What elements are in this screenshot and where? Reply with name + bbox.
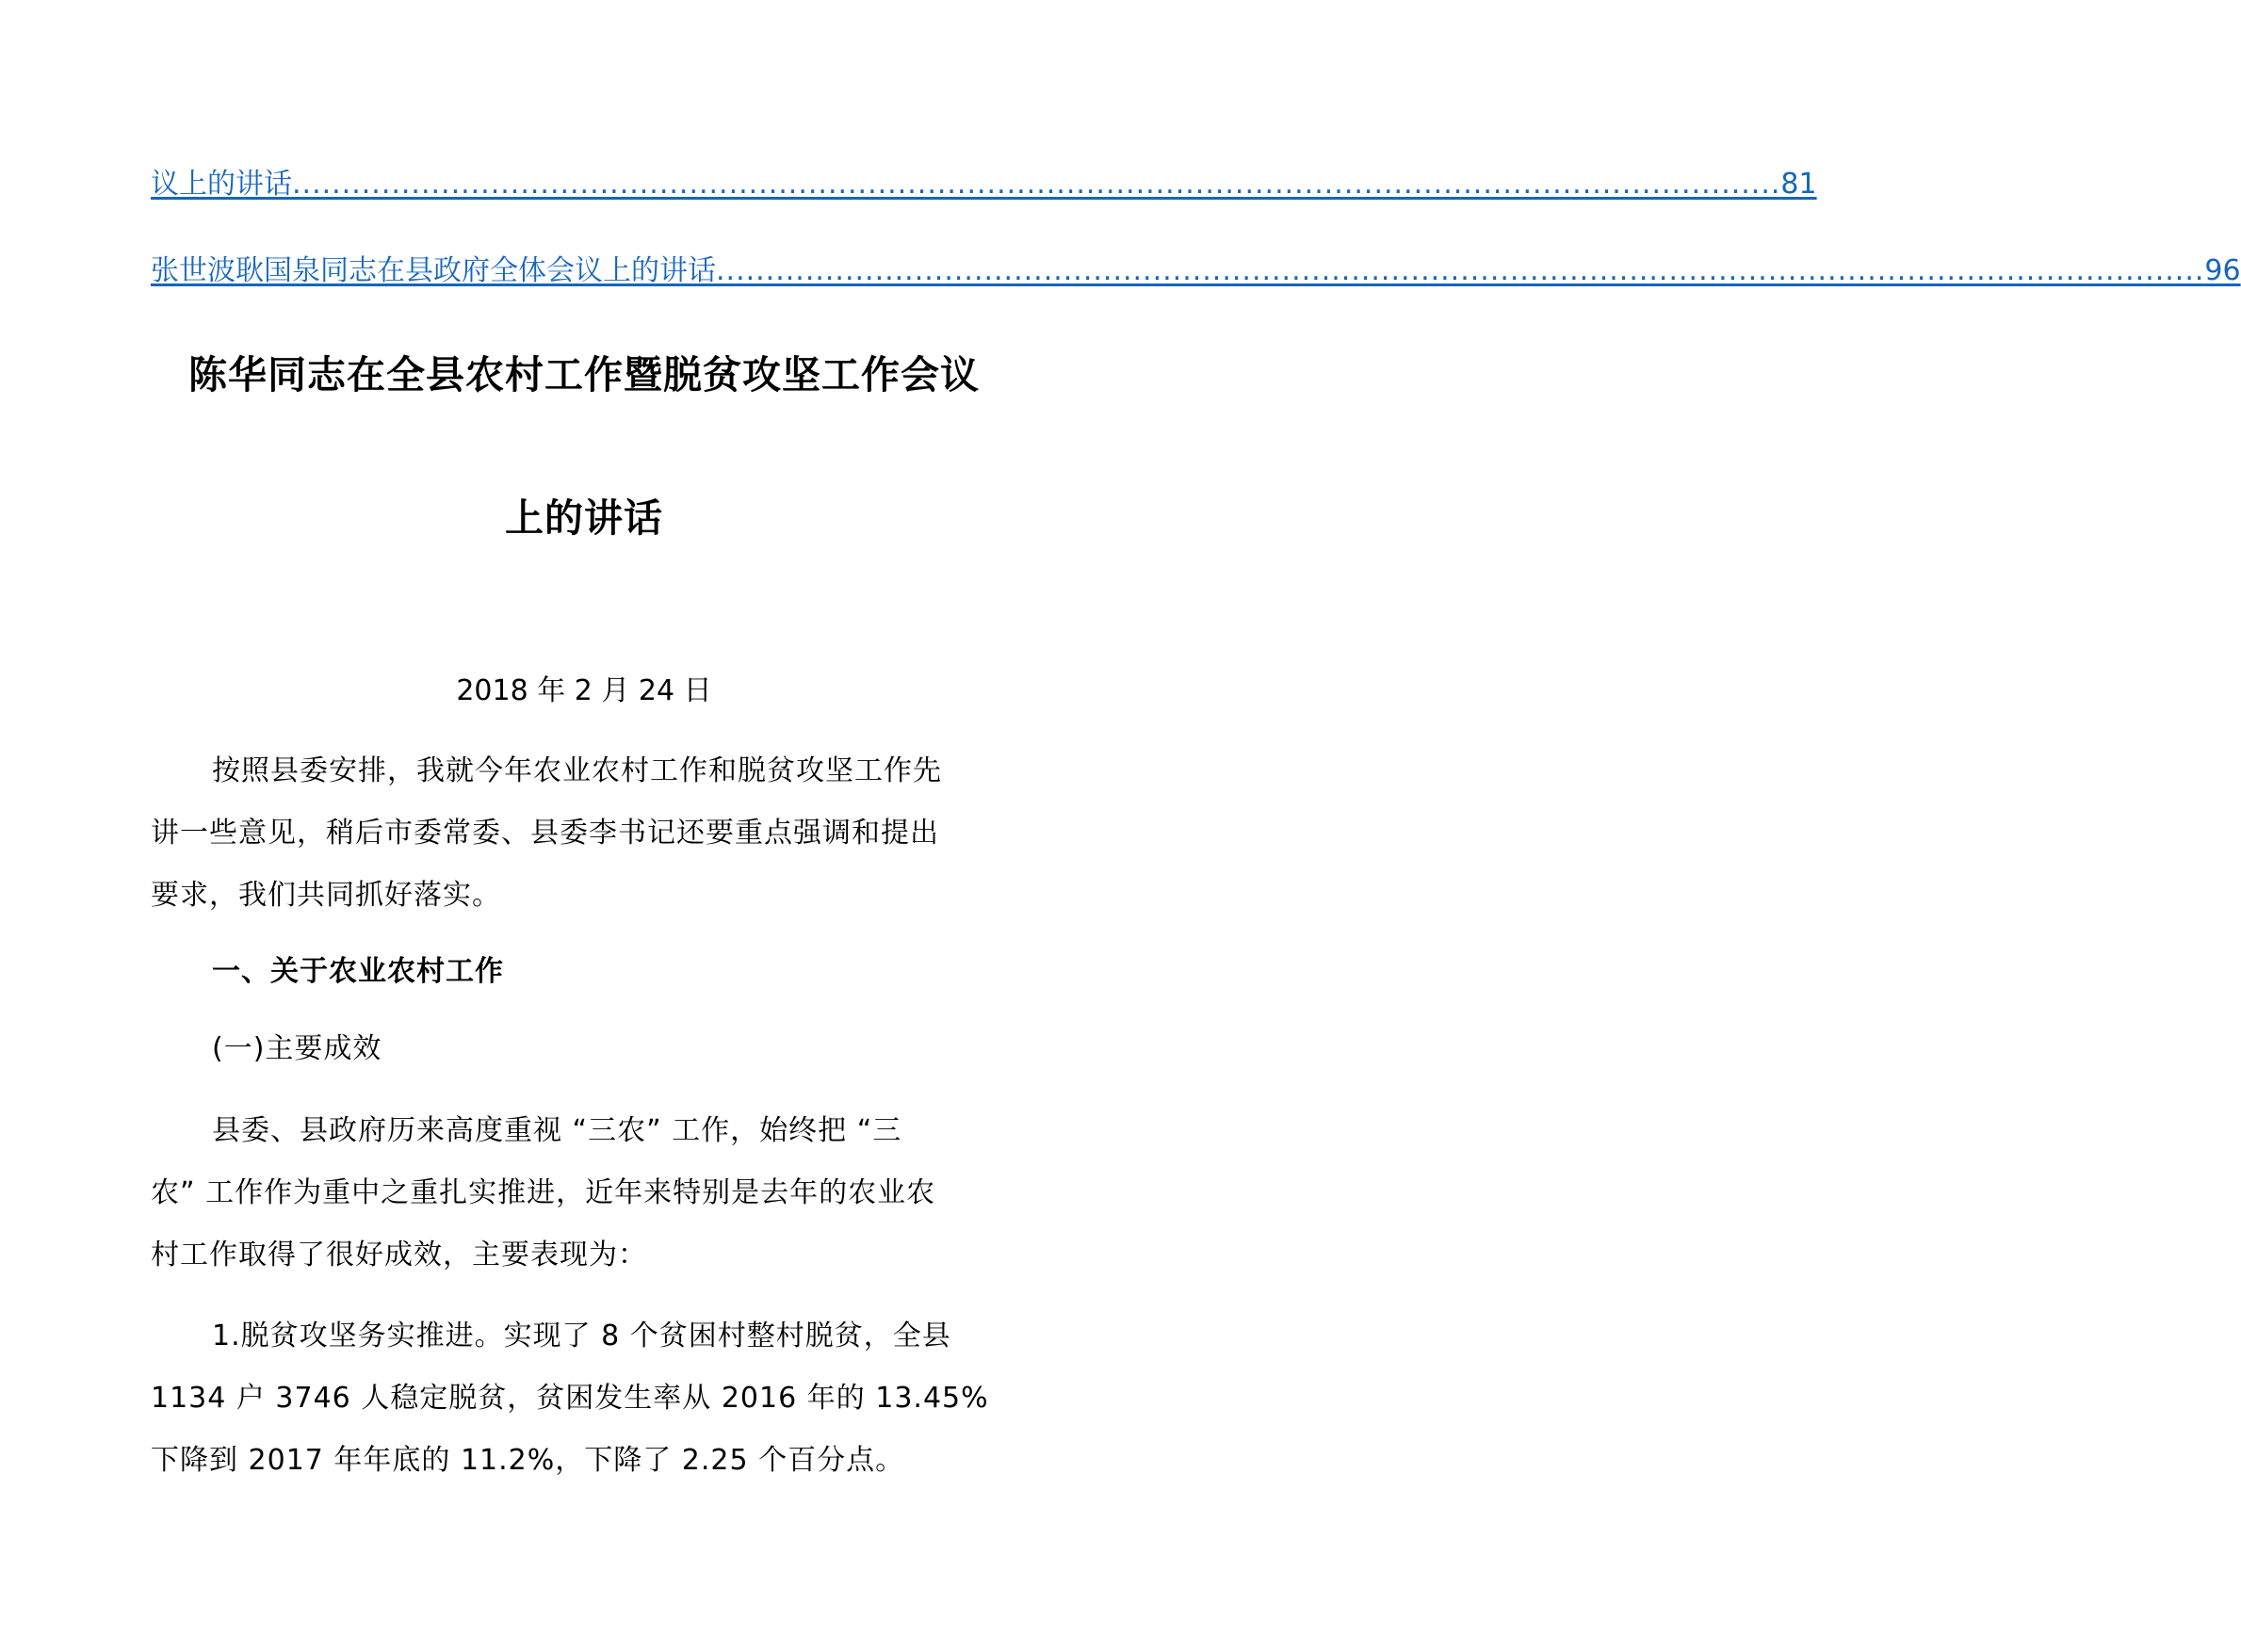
- paragraph-line: 村工作取得了很好成效，主要表现为：: [151, 1239, 647, 1271]
- paragraph-line: 要求，我们共同抓好落实。: [151, 879, 501, 912]
- paragraph-line: 讲一些意见，稍后市委常委、县委李书记还要重点强调和提出: [151, 817, 939, 850]
- toc-entry-title: 议上的讲话: [151, 168, 292, 201]
- toc-dot-leader: ......................................................................................................................................................: [716, 254, 2205, 287]
- paragraph-line: 农” 工作作为重中之重扎实推进，近年来特别是去年的农业农: [151, 1176, 936, 1209]
- paragraph-line: 1.脱贫攻坚务实推进。实现了 8 个贫困村整村脱贫，全县: [212, 1320, 951, 1352]
- paragraph-line: 下降到 2017 年年底的 11.2%，下降了 2.25 个百分点。: [151, 1444, 905, 1477]
- toc-entry-title: 张世波耿国泉同志在县政府全体会议上的讲话: [151, 254, 716, 287]
- intro-paragraph: [151, 740, 1027, 927]
- document-date: 2018 年 2 月 24 日: [456, 674, 712, 707]
- toc-link-entry-2[interactable]: [151, 247, 2241, 290]
- body-paragraph-1: [151, 1100, 1027, 1287]
- toc-link-entry-1[interactable]: [151, 160, 1817, 203]
- toc-page-number: 96: [2204, 254, 2241, 287]
- body-paragraph-2: [151, 1305, 1027, 1492]
- paragraph-line: 1134 户 3746 人稳定脱贫，贫困发生率从 2016 年的 13.45%: [151, 1382, 989, 1415]
- subsection-heading: (一)主要成效: [212, 1032, 382, 1065]
- paragraph-line: 按照县委安排，我就今年农业农村工作和脱贫攻坚工作先: [212, 754, 942, 787]
- paragraph-line: 县委、县政府历来高度重视 “三农” 工作，始终把 “三: [212, 1114, 902, 1147]
- section-heading: 一、关于农业农村工作: [212, 955, 504, 988]
- document-title-line-2: 上的讲话: [505, 495, 663, 541]
- toc-dot-leader: ......................................................................................................................................................: [292, 168, 1781, 201]
- toc-page-number: 81: [1780, 168, 1817, 201]
- document-title-line-1: 陈华同志在全县农村工作暨脱贫攻坚工作会议: [188, 352, 980, 397]
